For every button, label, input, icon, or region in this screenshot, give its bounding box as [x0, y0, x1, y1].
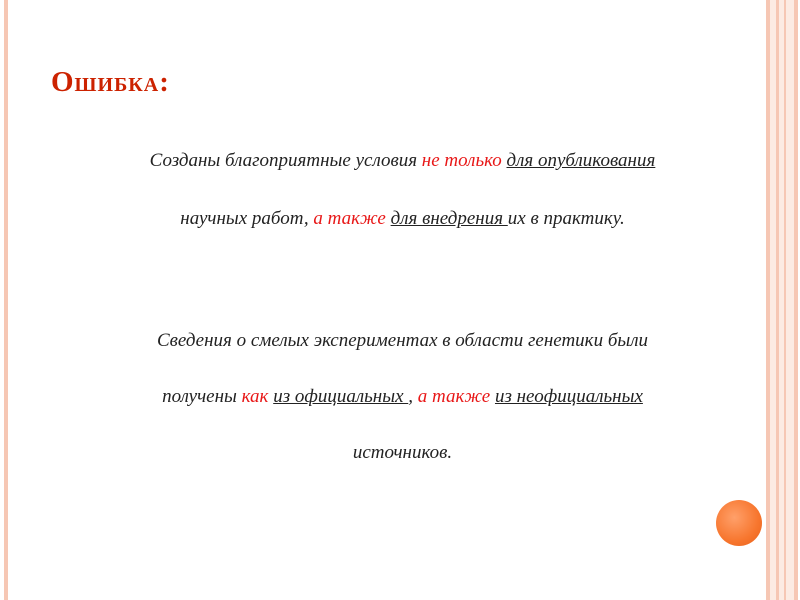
- text-segment: Созданы благоприятные условия: [149, 150, 422, 171]
- frame-right-band: [770, 0, 794, 600]
- sentence-2-line-3: [40, 442, 765, 464]
- slide-title: Ошибка:: [51, 66, 170, 98]
- underlined-text: из неофициальных: [494, 386, 643, 407]
- frame-right-outer: [766, 0, 770, 600]
- decorative-circle: [716, 500, 762, 546]
- highlight-text: как: [241, 386, 269, 407]
- text-segment: Сведения о смелых экспериментах в области генетики были: [156, 330, 649, 351]
- frame-right-inner: [776, 0, 779, 600]
- frame-right-edge: [794, 0, 798, 600]
- text-segment: источников.: [352, 442, 453, 463]
- sentence-2-line-1: [40, 330, 765, 352]
- underlined-text: для опубликования: [506, 150, 656, 171]
- text-segment: их в практику.: [507, 208, 625, 229]
- frame-right-inner2: [784, 0, 786, 600]
- sentence-2-line-2: [40, 386, 765, 408]
- sentence-1-line-2: [40, 208, 765, 230]
- underlined-text: для внедрения: [390, 208, 508, 229]
- frame-left: [4, 0, 8, 600]
- highlight-text: не только: [421, 150, 502, 171]
- highlight-text: а также: [417, 386, 491, 407]
- underlined-text: из официальных: [273, 386, 409, 407]
- text-segment: ,: [408, 386, 418, 407]
- sentence-1-line-1: [40, 150, 765, 172]
- highlight-text: а также: [313, 208, 386, 229]
- text-segment: научных работ,: [180, 208, 314, 229]
- text-segment: получены: [162, 386, 242, 407]
